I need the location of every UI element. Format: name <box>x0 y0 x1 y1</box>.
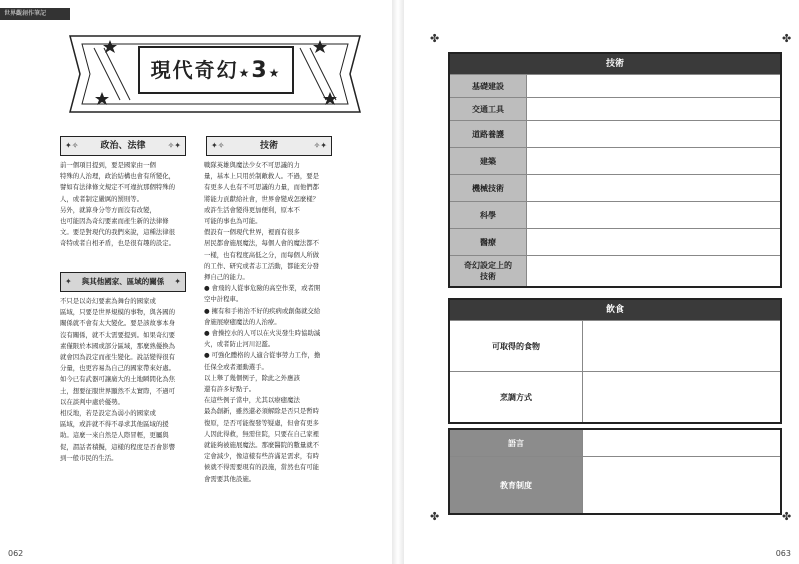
table-row <box>450 74 780 97</box>
sparkle-icon: ✦✧ <box>211 141 225 150</box>
row-entry-field[interactable] <box>527 229 780 255</box>
language-education-table <box>448 428 782 515</box>
row-entry-field[interactable] <box>583 430 780 456</box>
chapter-number: 3 <box>251 58 269 83</box>
table-row <box>450 255 780 286</box>
section-heading-politics <box>60 136 186 156</box>
row-label: 烹調方式 <box>450 372 583 422</box>
corner-ornament-icon: ✤ <box>782 32 792 45</box>
chapter-title <box>140 48 292 95</box>
row-label: 道路養護 <box>450 121 527 147</box>
row-label: 建築 <box>450 148 527 174</box>
row-entry-field[interactable] <box>527 75 780 97</box>
corner-ornament-icon: ✤ <box>430 32 440 45</box>
row-label: 交通工具 <box>450 98 527 120</box>
table-row <box>450 320 780 371</box>
table-row <box>450 228 780 255</box>
row-label: 科學 <box>450 202 527 228</box>
row-entry-field[interactable] <box>583 372 780 422</box>
book-title-tab: 世界觀創作筆記 <box>0 8 70 20</box>
row-label: 醫療 <box>450 229 527 255</box>
corner-ornament-icon: ✤ <box>430 510 440 523</box>
table-row <box>450 120 780 147</box>
row-entry-field[interactable] <box>527 98 780 120</box>
food-table-title: 飲食 <box>450 300 780 320</box>
technology-table-title: 技術 <box>450 54 780 74</box>
table-row <box>450 97 780 120</box>
table-row <box>450 201 780 228</box>
row-label: 機械技術 <box>450 175 527 201</box>
sparkle-icon: ✦ <box>174 277 181 286</box>
row-entry-field[interactable] <box>527 121 780 147</box>
page-number: 062 <box>8 549 24 558</box>
row-label: 教育制度 <box>450 457 583 513</box>
sparkle-icon: ✧✦ <box>313 141 327 150</box>
title-star-icon: ★ <box>238 66 252 80</box>
section-title: 政治、法律 <box>100 141 146 151</box>
politics-text: 前一個項目提到，要是國家由一個 特殊的人治理，政治結構也會有所變化， 譬如有法律條文規定不可違抗那個特殊的 人，或者制定嚴厲的罰則等。 另外，就算身分等方面沒有改變， 也可能因為奇幻要素而產生新的法律條 文。要是對現代的我們來說，這種法律很 奇特或者自相矛盾，也是很有趣的設定。 <box>60 161 176 248</box>
section-title: 技術 <box>259 141 278 151</box>
section-heading-relations <box>60 272 186 292</box>
left-page <box>0 0 392 564</box>
row-label: 可取得的食物 <box>450 321 583 371</box>
section-title: 與其他國家、區域的關係 <box>81 277 165 286</box>
banner-title-box <box>138 46 294 94</box>
row-entry-field[interactable] <box>527 256 780 286</box>
row-entry-field[interactable] <box>527 175 780 201</box>
technology-table <box>448 52 782 288</box>
right-page <box>404 0 799 564</box>
sparkle-icon: ✦✧ <box>65 141 79 150</box>
table-row <box>450 174 780 201</box>
row-entry-field[interactable] <box>527 148 780 174</box>
row-entry-field[interactable] <box>583 457 780 513</box>
table-row <box>450 147 780 174</box>
chapter-title-text: 現代奇幻 <box>150 58 239 82</box>
table-row <box>450 456 780 513</box>
relations-text: 不只是以奇幻要素為舞台的國家或 區域，只要是世界規模的事物，與各國的 關係就不會有太大變化。要是該故事本身 沒有關係，就不太需要提到。如果奇幻要 素僅限於本國或部分區域，那麼熟優換為 就會因為設定而產生變化。說話變得很有 分量，也更容易為自己的國家帶來好處。 如今已有武器可讓廣大的土地瞬間化為焦 土，想要征服世界顯然不太實際，不過可 以在談判中處於優勢。 相反地，若是設定為弱小的國家或 區域，或許就不得不尋求其他區域的援 助。這麼一來自然是人際冒輕，更屬與 促，謂話者積擬，這樣的程度是否會影響 到一般市民的生活。 <box>60 297 176 462</box>
page-number: 063 <box>775 549 791 558</box>
title-star-icon: ★ <box>268 66 282 80</box>
chapter-banner <box>60 30 370 118</box>
section-heading-technology <box>206 136 332 156</box>
book-spine <box>392 0 404 564</box>
table-row <box>450 371 780 422</box>
row-entry-field[interactable] <box>527 202 780 228</box>
row-label: 奇幻設定上的 技術 <box>450 256 527 286</box>
row-entry-field[interactable] <box>583 321 780 371</box>
corner-ornament-icon: ✤ <box>782 510 792 523</box>
sparkle-icon: ✧✦ <box>167 141 181 150</box>
table-row <box>450 430 780 456</box>
row-label: 語言 <box>450 430 583 456</box>
row-label: 基礎建設 <box>450 75 527 97</box>
technology-text: 戰隊英雄與魔法少女不可思議的力 量，基本上只用於制敵救人。不過，要是 有更多人也有不可思議的力量，而他們都 將能力貢獻給社會，世界會變成怎麼樣？ 或許生活會變得更加便利，原本不 可能的事也為可能。 假設有一個現代世界，裡面有很多 居民都會施展魔法，每個人會的魔法都不 一樣，也有程度高低之分，而每個人所做 的工作、研究或者志工活動，都能充分發 揮自己的能力。 ● 會飛的人從事危險的高空作業，或者開 空中計程車。 ● 擁有和手術治不好的疾病或創傷就交給 會施展療癒魔法的人治療。 ● 會操控水的人可以在火災發生時協助滅 火，或者防止河川氾濫。 ● 可強化體格的人適合從事勞力工作，擔 任保全或者運動選手。 以上舉了幾個例子，除此之外應該 還有許多好點子。 在這些例子當中，尤其以療癒魔法 最為創新，雖然還必須解除是否只是暫時 復原，是否可能復發等疑慮，但會有更多 人因此得救，無需住院，只要在自己家裡 就能夠被施展魔法。那麼醫院的數量就不 定會減少，像這樣有些許滿足需求，有時 候就不得需要現有的設施，當然也有可能 會需要其他設施。 <box>204 161 321 483</box>
sparkle-icon: ✦ <box>65 277 72 286</box>
food-table <box>448 298 782 424</box>
